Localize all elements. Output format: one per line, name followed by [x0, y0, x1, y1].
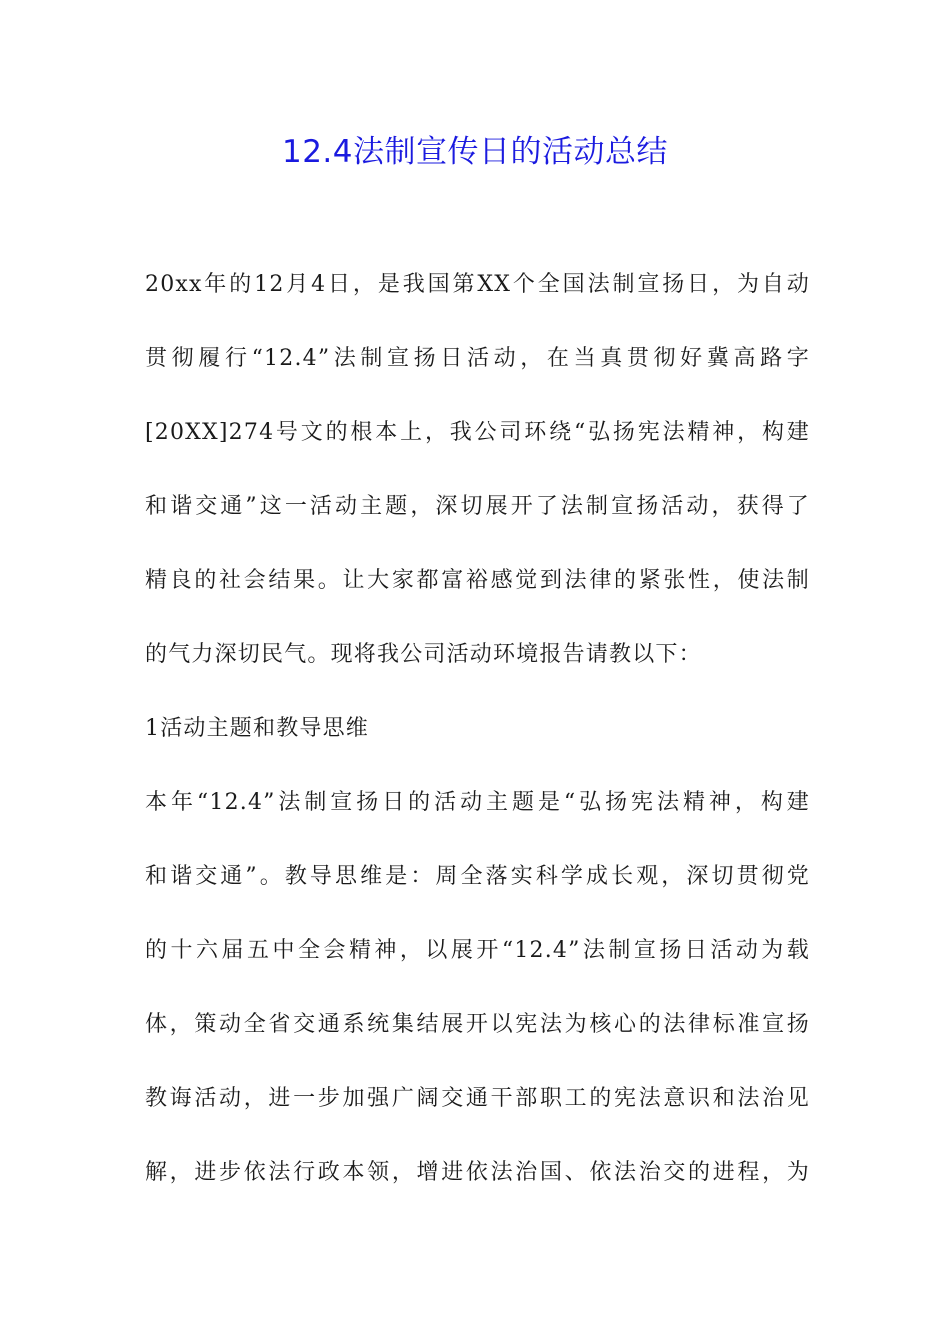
paragraph-line: 的十六届五中全会精神，以展开“12.4”法制宣扬日活动为载: [145, 938, 810, 963]
document-title: 12.4法制宣传日的活动总结: [281, 134, 669, 170]
paragraph-line: 贯彻履行“12.4”法制宣扬日活动，在当真贯彻好冀高路字: [145, 346, 810, 371]
paragraph-line: 和谐交通”。教导思维是：周全落实科学成长观，深切贯彻党: [145, 864, 810, 889]
section-heading: [145, 706, 810, 780]
paragraph-line: 精良的社会结果。让大家都富裕感觉到法律的紧张性，使法制: [145, 568, 810, 593]
paragraph-line: 体，策动全省交通系统集结展开以宪法为核心的法律标准宣扬: [145, 1012, 810, 1037]
paragraph-line: 和谐交通”这一活动主题，深切展开了法制宣扬活动，获得了: [145, 494, 810, 519]
paragraph-line: 20xx年的12月4日，是我国第XX个全国法制宣扬日，为自动: [145, 272, 810, 297]
paragraph-line: 的气力深切民气。现将我公司活动环境报告请教以下：: [145, 642, 702, 667]
paragraph-line: 教诲活动，进一步加强广阔交通干部职工的宪法意识和法治见: [145, 1086, 810, 1111]
paragraph-line: 解，进步依法行政本领，增进依法治国、依法治交的进程，为: [145, 1160, 810, 1185]
paragraph-line: [20XX]274号文的根本上，我公司环绕“弘扬宪法精神，构建: [145, 420, 810, 445]
intro-paragraph: [145, 262, 810, 706]
paragraph-line: 本年“12.4”法制宣扬日的活动主题是“弘扬宪法精神，构建: [145, 790, 810, 815]
section-heading-text: 1活动主题和教导思维: [145, 716, 369, 741]
section-paragraph: [145, 780, 810, 1224]
